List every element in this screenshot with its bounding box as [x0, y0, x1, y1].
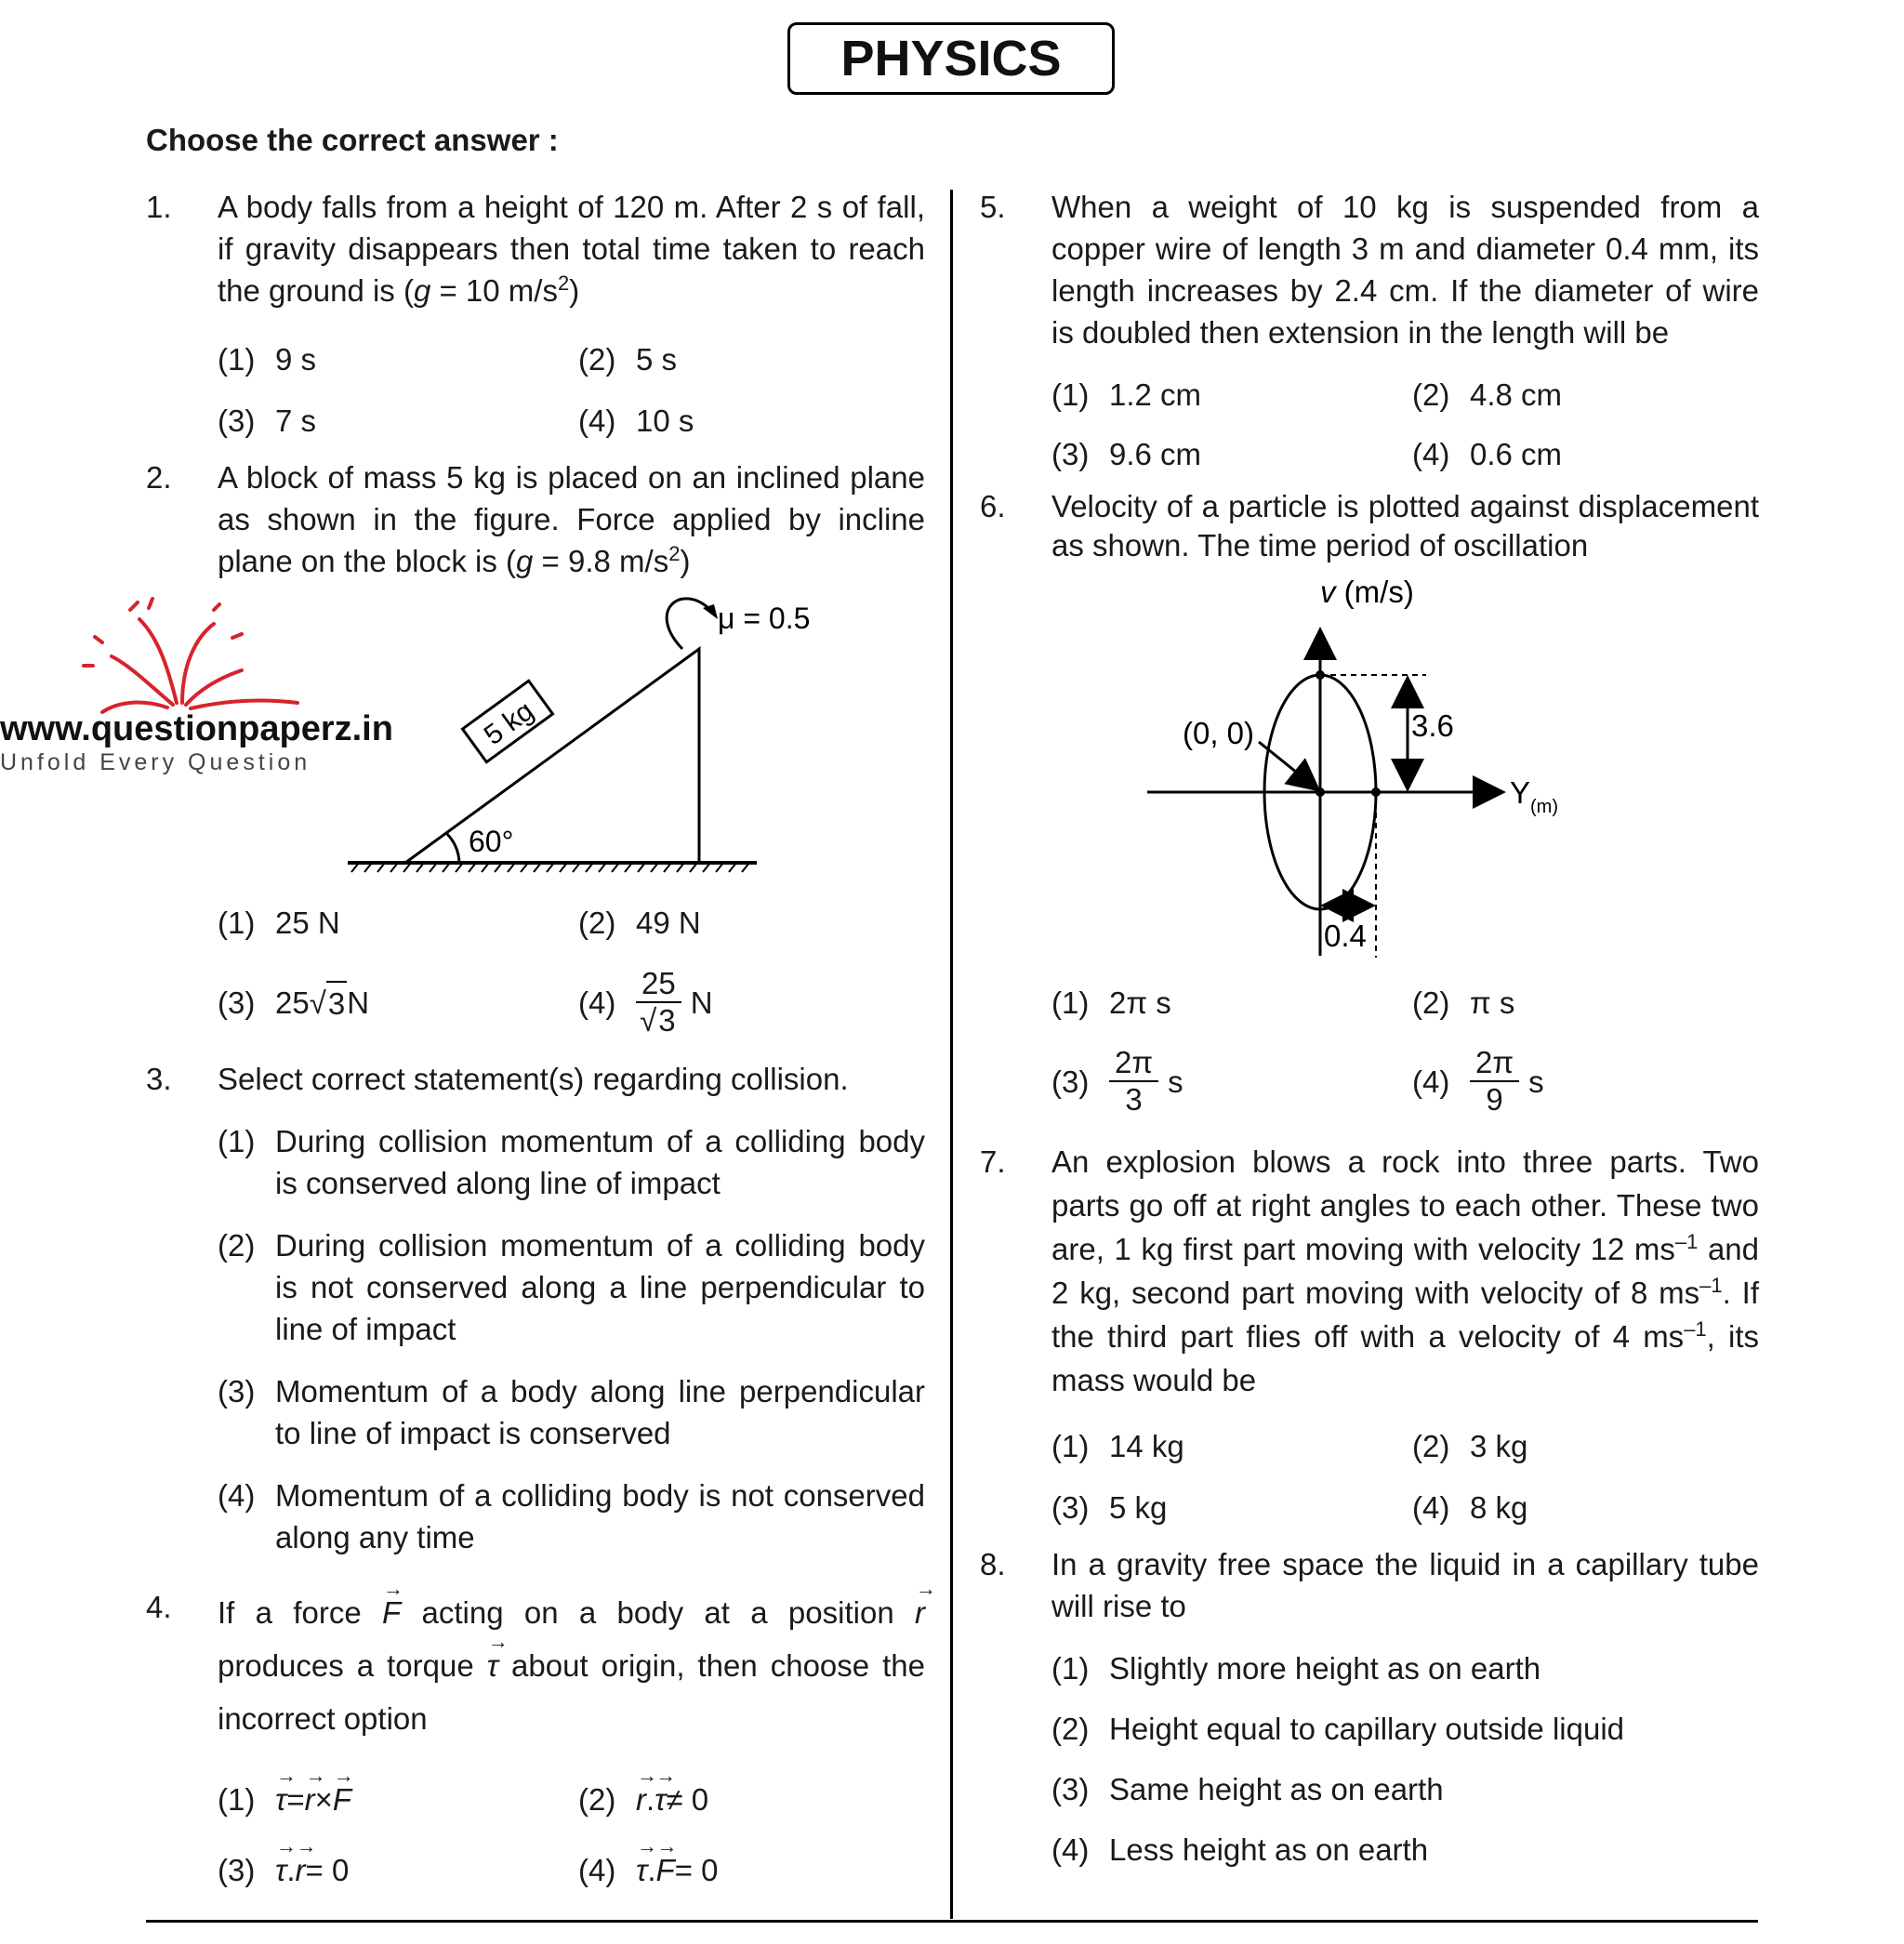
question-6 — [980, 487, 1759, 565]
question-5 — [980, 186, 1759, 353]
option[interactable]: (2) 49 N — [578, 905, 701, 940]
amplitude-label: 0.4 — [1324, 919, 1367, 953]
phase-diagram — [1147, 565, 1668, 974]
option[interactable]: (4) $\frac{25}{√3}$ N — [578, 966, 713, 1038]
option[interactable]: (3) Momentum of a body along line perpendicular to line of impact is conserved — [218, 1374, 925, 1450]
option[interactable]: (2) π s — [1412, 985, 1515, 1020]
question-1 — [146, 186, 925, 311]
y-axis-label: $Y_{(m)}$ — [1510, 775, 1558, 817]
option[interactable]: (1) 1.2 cm — [1051, 377, 1202, 412]
option[interactable]: (3) 9.6 cm — [1051, 436, 1202, 471]
options-list — [1051, 1638, 1759, 1880]
question-text: If a force → F acting on a body at a position → r produces a torque → τ about origin, then choose the incorrect option — [218, 1586, 925, 1745]
option[interactable]: (1) 9 s — [218, 341, 317, 377]
option[interactable]: (1) During collision momentum of a colliding body is conserved along line of impact — [218, 1124, 925, 1200]
question-number: 1. — [146, 190, 172, 224]
question-3 — [146, 1058, 925, 1100]
option[interactable]: (1) 14 kg — [1051, 1428, 1184, 1463]
options-grid — [218, 1764, 925, 1905]
bottom-rule — [146, 1920, 1758, 1923]
friction-label: μ = 0.5 — [718, 602, 811, 635]
option[interactable]: (3) 5 kg — [1051, 1489, 1168, 1525]
question-number: 8. — [980, 1547, 1006, 1581]
options-grid — [218, 889, 925, 1049]
option[interactable]: (3) Same height as on earth — [1051, 1772, 1444, 1806]
option[interactable]: (2) 5 s — [578, 341, 678, 377]
question-text: When a weight of 10 kg is suspended from a copper wire of length 3 m and diameter 0.4 mm, its length increases by 2.4 cm. If the diameter of wire is doubled then extension in the length will be — [1051, 190, 1759, 350]
v-axis-label: v (m/s) — [1320, 575, 1414, 609]
question-number: 2. — [146, 460, 172, 495]
option[interactable]: (4) 8 kg — [1412, 1489, 1528, 1525]
question-8 — [980, 1543, 1759, 1627]
page-title: PHYSICS — [787, 22, 1115, 95]
option[interactable]: (2) Height equal to capillary outside liquid — [1051, 1712, 1625, 1746]
column-divider — [950, 190, 953, 1919]
options-grid — [1051, 974, 1759, 1132]
option[interactable]: (2) 4.8 cm — [1412, 377, 1563, 412]
options-grid — [218, 328, 925, 451]
question-number: 7. — [980, 1144, 1006, 1179]
left-column — [0, 186, 925, 1905]
question-text: An explosion blows a rock into three parts. Two parts go off at right angles to each other. These two are, 1 kg first part moving with velocity 12 $ms^{-1}$ and 2 kg, second part moving with velocity of 8 $ms^{-1}$. If the third part flies off with a velocity of 4 $ms^{-1}$, its mass would be — [1051, 1144, 1760, 1397]
phase-figure — [980, 565, 1759, 974]
incline-figure — [0, 582, 925, 889]
option[interactable]: (2) 3 kg — [1412, 1428, 1528, 1463]
options-list — [218, 1120, 925, 1558]
options-grid — [1051, 1415, 1759, 1538]
option[interactable]: (1) 2π s — [1051, 985, 1171, 1020]
option[interactable]: (4) Momentum of a colliding body is not conserved along any time — [218, 1478, 925, 1554]
watermark-url: www.questionpaperz.in — [0, 709, 393, 748]
option[interactable]: (3) $\frac{2\pi}{3}$ s — [1051, 1045, 1183, 1117]
option[interactable]: (4) Less height as on earth — [1051, 1832, 1429, 1867]
right-column — [980, 186, 1759, 1880]
question-number: 4. — [146, 1590, 172, 1624]
question-2 — [146, 456, 925, 582]
question-text: A block of mass 5 kg is placed on an inclined plane as shown in the figure. Force applied by incline plane on the block is (g = 9.8 $m/s^2$) — [218, 460, 925, 578]
option[interactable]: (1) 25 N — [218, 905, 340, 940]
option[interactable]: (4) $\frac{2\pi}{9}$ s — [1412, 1045, 1544, 1117]
option[interactable]: (1) → τ = → r × → F — [218, 1764, 578, 1834]
question-text: Velocity of a particle is plotted against displacement as shown. The time period of oscillation — [1051, 489, 1759, 562]
option[interactable]: (3) → τ . → r = 0 — [218, 1834, 578, 1905]
question-7 — [980, 1140, 1759, 1402]
option[interactable]: (3) 25 √ 3 N — [218, 956, 578, 1049]
question-number: 6. — [980, 489, 1006, 523]
question-number: 5. — [980, 190, 1006, 224]
question-text: In a gravity free space the liquid in a capillary tube will rise to — [1051, 1547, 1759, 1623]
option[interactable]: (4) 0.6 cm — [1412, 436, 1563, 471]
option[interactable]: (3) 7 s — [218, 403, 317, 438]
option[interactable]: (2) During collision momentum of a colliding body is not conserved along a line perpendicular to line of impact — [218, 1228, 925, 1346]
question-text: Select correct statement(s) regarding collision. — [218, 1062, 849, 1096]
question-4 — [146, 1586, 925, 1745]
option[interactable]: (4) → τ . → F = 0 — [578, 1834, 939, 1905]
origin-label: (0, 0) — [1183, 716, 1255, 750]
option[interactable]: (2) → r . → τ ≠ 0 — [578, 1764, 939, 1834]
option[interactable]: (4) 10 s — [578, 403, 694, 438]
watermark-logo — [0, 601, 393, 777]
angle-label: 60° — [469, 825, 514, 858]
option[interactable]: (1) Slightly more height as on earth — [1051, 1651, 1541, 1686]
instruction-text: Choose the correct answer : — [146, 123, 559, 157]
block-mass-label: 5 kg — [478, 695, 540, 752]
vmax-label: 3.6 — [1411, 708, 1454, 743]
watermark-tagline: Unfold Every Question — [0, 749, 311, 775]
options-grid — [1051, 364, 1759, 483]
question-number: 3. — [146, 1062, 172, 1096]
question-text: A body falls from a height of 120 m. After 2 s of fall, if gravity disappears then total time taken to reach the ground is (g = 10 $m/s^2$) — [218, 190, 925, 308]
